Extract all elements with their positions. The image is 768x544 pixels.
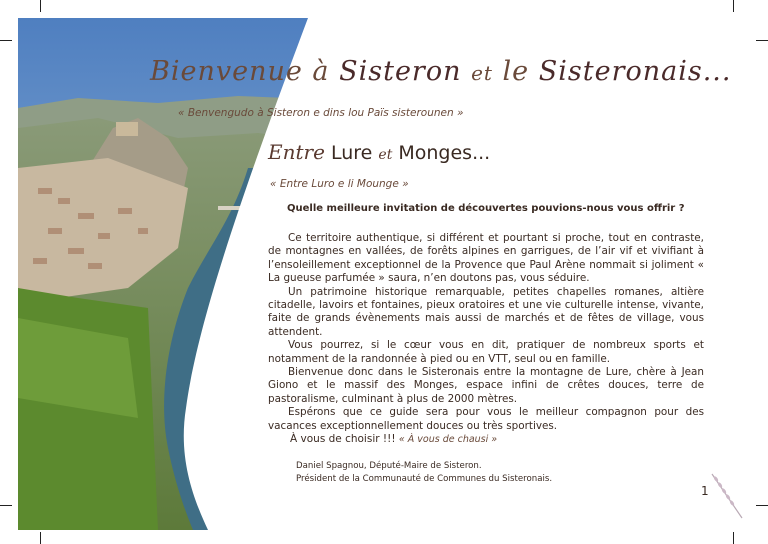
title-et: et: [471, 61, 493, 85]
signature-line2: Président de la Communauté de Communes du Sisteronais.: [296, 474, 553, 484]
heading-occitan: « Entre Luro e li Mounge »: [270, 178, 409, 190]
crop-mark: [733, 0, 734, 12]
crop-mark: [756, 505, 768, 506]
intro-question: Quelle meilleure invitation de découvertes pouvions-nous vous offrir ?: [287, 203, 685, 214]
paragraph: Vous pourrez, si le cœur vous en dit, pratiquer de nombreux sports et notamment de la randonnée à pied ou en VTT, seul ou en famille.: [268, 339, 704, 365]
closing-fr: À vous de choisir !!!: [290, 433, 396, 445]
section-heading: [268, 140, 490, 164]
page-number: 1: [701, 484, 709, 498]
crop-mark: [733, 532, 734, 544]
page-title: [150, 56, 731, 87]
crop-mark: [0, 40, 12, 41]
heading-lure: Lure: [330, 142, 373, 164]
crop-mark: [40, 532, 41, 544]
closing-occitan: « À vous de chausi »: [398, 434, 498, 445]
paragraph: Bienvenue donc dans le Sisteronais entre la montagne de Lure, chère à Jean Giono et le massif des Monges, espace infini de crêtes douces, terre de pastoralisme, culminant à plus de 2000 mètres.: [268, 366, 704, 405]
signature: [296, 460, 552, 486]
crop-mark: [40, 0, 41, 12]
lavender-sprig-icon: [708, 472, 748, 522]
title-place: Sisteron: [339, 56, 462, 87]
paragraph: Espérons que ce guide sera pour vous le meilleur compagnon pour des vacances exceptionnellement douces ou très sportives.: [268, 406, 704, 432]
heading-monges: Monges...: [398, 142, 491, 164]
heading-entre: Entre: [268, 140, 325, 164]
body-text: [268, 232, 704, 433]
title-part1: Bienvenue à: [150, 56, 330, 87]
title-part2: le: [502, 56, 530, 87]
heading-et: et: [378, 147, 393, 163]
paragraph: Un patrimoine historique remarquable, petites chapelles romanes, altière citadelle, lavoirs et fontaines, pieux oratoires et une vie culturelle intense, vivante, faite de grands évènements mais aussi de marchés et de fêtes de village, vous attendent.: [268, 285, 704, 338]
crop-mark: [756, 40, 768, 41]
closing-line: [290, 433, 497, 445]
signature-line1: Daniel Spagnou, Député-Maire de Sisteron.: [296, 461, 482, 471]
title-region: Sisteronais...: [538, 56, 732, 87]
paragraph: Ce territoire authentique, si différent et pourtant si proche, tout en contraste, de montagnes en vallées, de forêts alpines en garrigues, de l’air vif et vivifiant à l’ensoleillement exceptionnel de la Provence que Paul Arène nommait si joliment « La gueuse parfumée » saura, n’en doutons pas, vous séduire.: [268, 232, 704, 285]
subtitle-occitan: « Benvengudo à Sisteron e dins lou Païs sisterounen »: [178, 107, 464, 119]
crop-mark: [0, 505, 12, 506]
